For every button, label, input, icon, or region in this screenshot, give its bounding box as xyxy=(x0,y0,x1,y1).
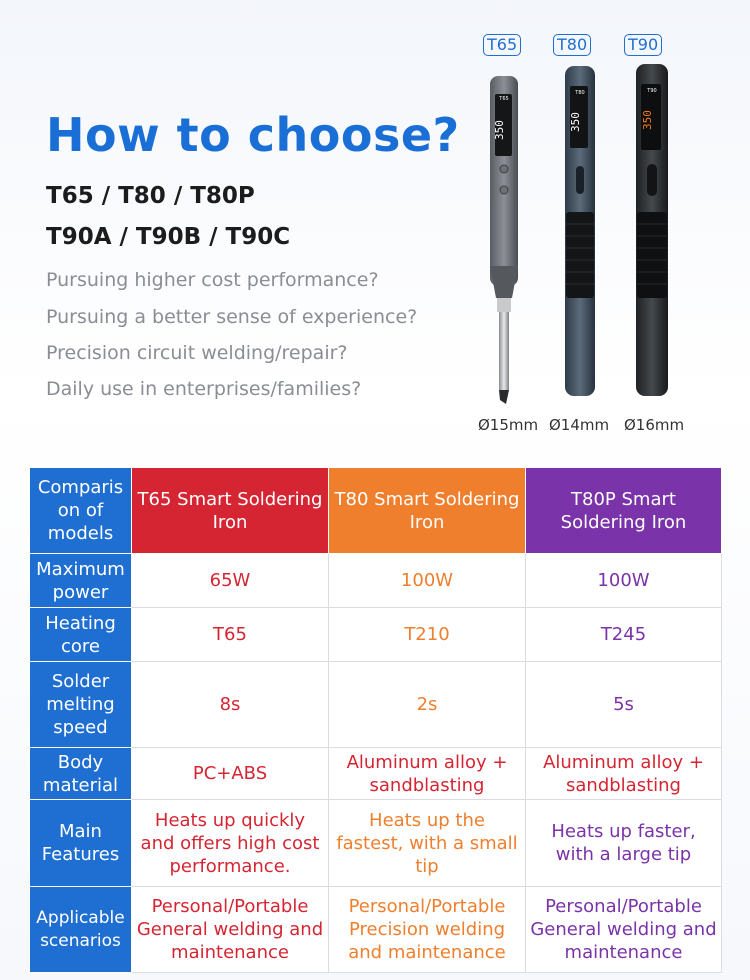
cell-material-t80: Aluminum alloy + sandblasting xyxy=(329,748,526,800)
cell-features-t65: Heats up quickly and offers high cost performance. xyxy=(132,800,329,887)
t90-diameter: Ø16mm xyxy=(624,416,685,434)
cell-scenarios-t65: Personal/Portable General welding and maintenance xyxy=(132,887,329,973)
hero-section xyxy=(0,0,750,460)
t80-diameter: Ø14mm xyxy=(549,416,610,434)
cell-features-t80: Heats up the fastest, with a small tip xyxy=(329,800,526,887)
table-corner: Comparis on of models xyxy=(30,468,132,554)
row-label-speed: Solder melting speed xyxy=(30,662,132,748)
question-2: Pursuing a better sense of experience? xyxy=(46,306,418,328)
cell-features-t80p: Heats up faster, with a large tip xyxy=(526,800,722,887)
t80-screen-brand: T80 xyxy=(575,90,585,96)
row-label-features: Main Features xyxy=(30,800,132,887)
t90-screen-value: 350 xyxy=(641,110,654,130)
t65-screen-brand: T65 xyxy=(499,96,509,102)
tag-t80: T80 xyxy=(553,34,591,56)
cell-speed-t65: 8s xyxy=(132,662,329,748)
t90-screen-brand: T90 xyxy=(647,88,657,94)
cell-scenarios-t80: Personal/Portable Precision welding and maintenance xyxy=(329,887,526,973)
question-4: Daily use in enterprises/families? xyxy=(46,378,362,400)
cell-speed-t80p: 5s xyxy=(526,662,722,748)
cell-scenarios-t80p: Personal/Portable General welding and maintenance xyxy=(526,887,722,973)
tag-t65: T65 xyxy=(483,34,521,56)
table-header-row xyxy=(30,468,722,554)
row-label-power: Maximum power xyxy=(30,554,132,608)
table-row xyxy=(30,662,722,748)
t90-soldering-iron-image xyxy=(632,62,672,402)
question-1: Pursuing higher cost performance? xyxy=(46,269,379,291)
question-3: Precision circuit welding/repair? xyxy=(46,342,348,364)
column-t65: T65 Smart Soldering Iron xyxy=(132,468,329,554)
column-t80p: T80P Smart Soldering Iron xyxy=(526,468,722,554)
cell-power-t80p: 100W xyxy=(526,554,722,608)
page-title: How to choose? xyxy=(46,108,460,162)
table-row xyxy=(30,608,722,662)
cell-power-t80: 100W xyxy=(329,554,526,608)
t80-soldering-iron-image xyxy=(560,62,600,402)
t80-screen-value: 350 xyxy=(569,112,582,132)
table-row xyxy=(30,800,722,887)
tag-t90: T90 xyxy=(624,34,662,56)
row-label-scenarios: Applicable scenarios xyxy=(30,887,132,973)
comparison-table xyxy=(29,467,722,973)
table-row xyxy=(30,748,722,800)
table-row xyxy=(30,887,722,973)
row-label-core: Heating core xyxy=(30,608,132,662)
cell-core-t80: T210 xyxy=(329,608,526,662)
cell-speed-t80: 2s xyxy=(329,662,526,748)
cell-material-t80p: Aluminum alloy + sandblasting xyxy=(526,748,722,800)
models-line-2: T90A / T90B / T90C xyxy=(46,224,291,250)
cell-power-t65: 65W xyxy=(132,554,329,608)
t65-screen-value: 350 xyxy=(493,120,506,140)
table-row xyxy=(30,554,722,608)
cell-core-t65: T65 xyxy=(132,608,329,662)
column-t80: T80 Smart Soldering Iron xyxy=(329,468,526,554)
row-label-material: Body material xyxy=(30,748,132,800)
models-line-1: T65 / T80 / T80P xyxy=(46,183,255,209)
cell-material-t65: PC+ABS xyxy=(132,748,329,800)
cell-core-t80p: T245 xyxy=(526,608,722,662)
t65-soldering-iron-image xyxy=(484,66,524,406)
t65-diameter: Ø15mm xyxy=(478,416,539,434)
